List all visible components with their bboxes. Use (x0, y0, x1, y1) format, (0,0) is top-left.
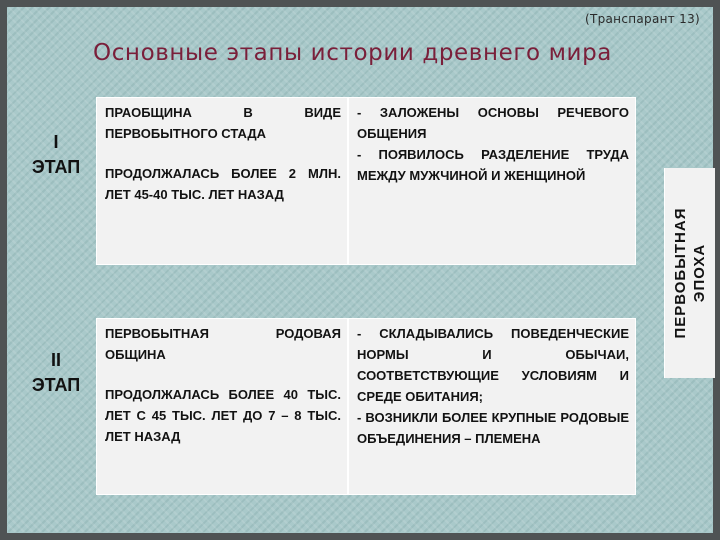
stage-2-word: ЭТАП (31, 375, 81, 395)
stage-2-name: ПЕРВОБЫТНАЯ РОДОВАЯ ОБЩИНА (105, 326, 341, 362)
stage-1-name: ПРАОБЩИНА В ВИДЕ ПЕРВОБЫТНОГО СТАДА (105, 105, 341, 141)
era-side-label (664, 168, 715, 378)
stage-2-duration: ПРОДОЛЖАЛАСЬ БОЛЕЕ 40 ТЫС. ЛЕТ С 45 ТЫС. ЛЕТ ДО 7 – 8 ТЫС. ЛЕТ НАЗАД (105, 387, 341, 444)
stage-2-results (348, 318, 636, 495)
era-label-line-1: ПЕРВОБЫТНАЯ (672, 207, 689, 339)
stage-2-result-2: - ВОЗНИКЛИ БОЛЕЕ КРУПНЫЕ РОДОВЫЕ ОБЪЕДИНЕНИЯ – ПЛЕМЕНА (357, 410, 629, 446)
stage-2-number: II (50, 350, 61, 370)
transparency-label: (Транспарант 13) (585, 12, 700, 26)
stage-2-result-1: - СКЛАДЫВАЛИСЬ ПОВЕДЕНЧЕСКИЕ НОРМЫ И ОБЫЧАИ, СООТВЕТСТВУЮЩИЕ УСЛОВИЯМ И СРЕДЕ ОБИТАНИЯ; (357, 326, 629, 404)
stage-1-number: I (53, 132, 59, 152)
stage-1-results (348, 97, 636, 265)
slide-title: Основные этапы истории древнего мира (92, 40, 613, 66)
stage-1-duration: ПРОДОЛЖАЛАСЬ БОЛЕЕ 2 МЛН. ЛЕТ 45-40 ТЫС. ЛЕТ НАЗАД (105, 166, 341, 202)
stage-1-result-1: - ЗАЛОЖЕНЫ ОСНОВЫ РЕЧЕВОГО ОБЩЕНИЯ (357, 105, 629, 141)
era-side-label-text (671, 208, 709, 339)
stage-1-label (8, 130, 104, 180)
stage-1-word: ЭТАП (31, 157, 81, 177)
stage-2-label (8, 348, 104, 398)
era-label-line-2: ЭПОХА (691, 243, 708, 303)
stage-2-description (96, 318, 348, 495)
stage-1-description (96, 97, 348, 265)
stage-1-result-2: - ПОЯВИЛОСЬ РАЗДЕЛЕНИЕ ТРУДА МЕЖДУ МУЖЧИНОЙ И ЖЕНЩИНОЙ (357, 147, 629, 183)
